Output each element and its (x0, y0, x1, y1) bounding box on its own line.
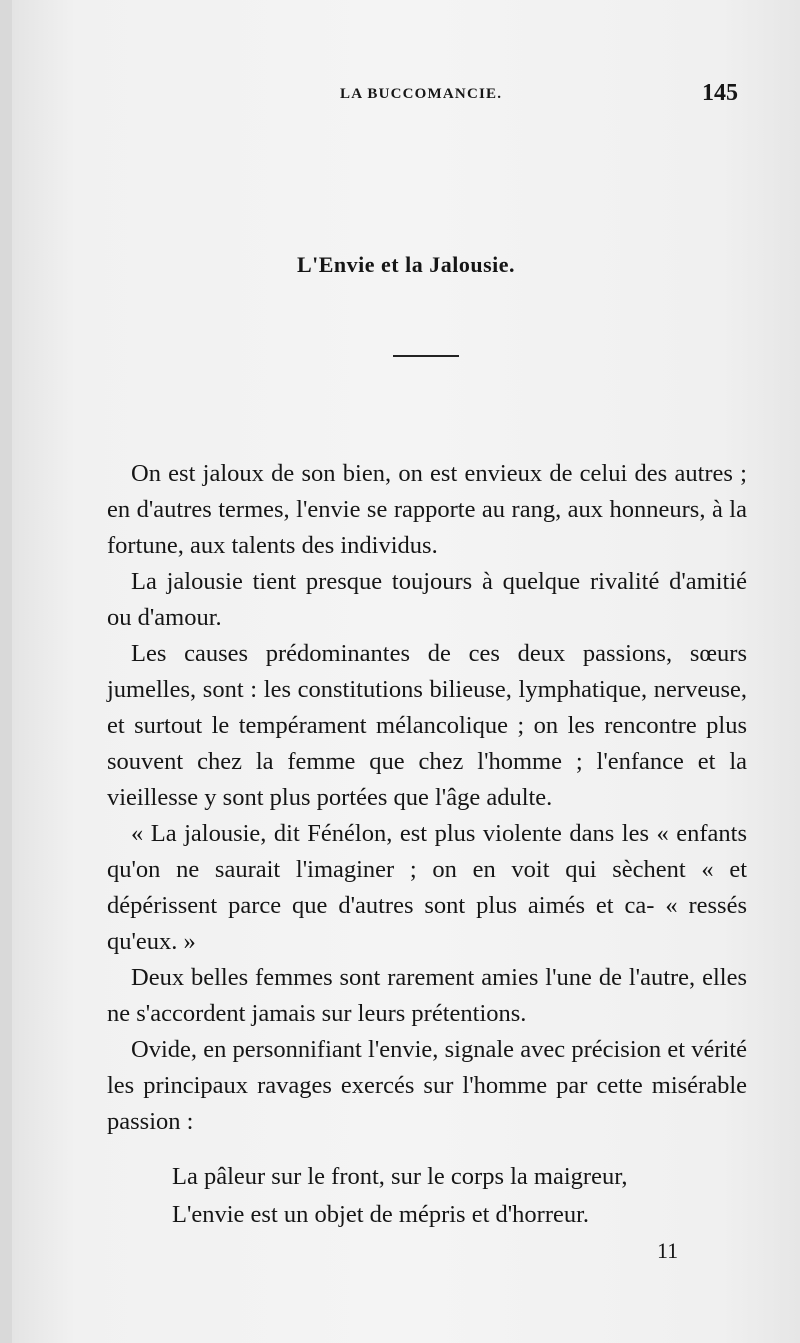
running-title: LA BUCCOMANCIE. (340, 86, 503, 102)
paragraph: On est jaloux de son bien, on est envieux de celui des autres ; en d'autres termes, l'envie se rapporte au rang, aux honneurs, à la fortune, aux talents des individus. (107, 460, 747, 559)
verse-line: L'envie est un objet de mépris et d'horreur. (172, 1201, 590, 1228)
verse-line: La pâleur sur le front, sur le corps la maigreur, (172, 1163, 628, 1190)
book-page (12, 0, 800, 1343)
title-divider (393, 355, 459, 357)
page-number: 145 (702, 80, 738, 106)
paragraph: Deux belles femmes sont rarement amies l'une de l'autre, elles ne s'accordent jamais sur leurs prétentions. (107, 964, 747, 1027)
paragraph: Ovide, en personnifiant l'envie, signale avec précision et vérité les principaux ravages exercés sur l'homme par cette misérable passion : (107, 1036, 747, 1135)
verse-quotation (172, 1158, 712, 1234)
paragraph: La jalousie tient presque toujours à quelque rivalité d'amitié ou d'amour. (107, 568, 747, 631)
body-text (107, 456, 747, 1140)
page-header (12, 82, 800, 112)
signature-mark: 11 (657, 1238, 679, 1263)
paragraph: Les causes prédominantes de ces deux passions, sœurs jumelles, sont : les constitutions bilieuse, lymphatique, nerveuse, et surtout le tempérament mélancolique ; on les rencontre plus souvent chez la femme que chez l'homme ; l'enfance et la vieillesse y sont plus portées que l'âge adulte. (107, 640, 747, 811)
section-title: L'Envie et la Jalousie. (296, 252, 516, 277)
quotation-paragraph: « La jalousie, dit Fénélon, est plus violente dans les « enfants qu'on ne saurait l'imaginer ; on en voit qui sèchent « et dépérissent parce que d'autres sont plus aimés et ca- « ressés qu'eux. » (107, 820, 747, 955)
